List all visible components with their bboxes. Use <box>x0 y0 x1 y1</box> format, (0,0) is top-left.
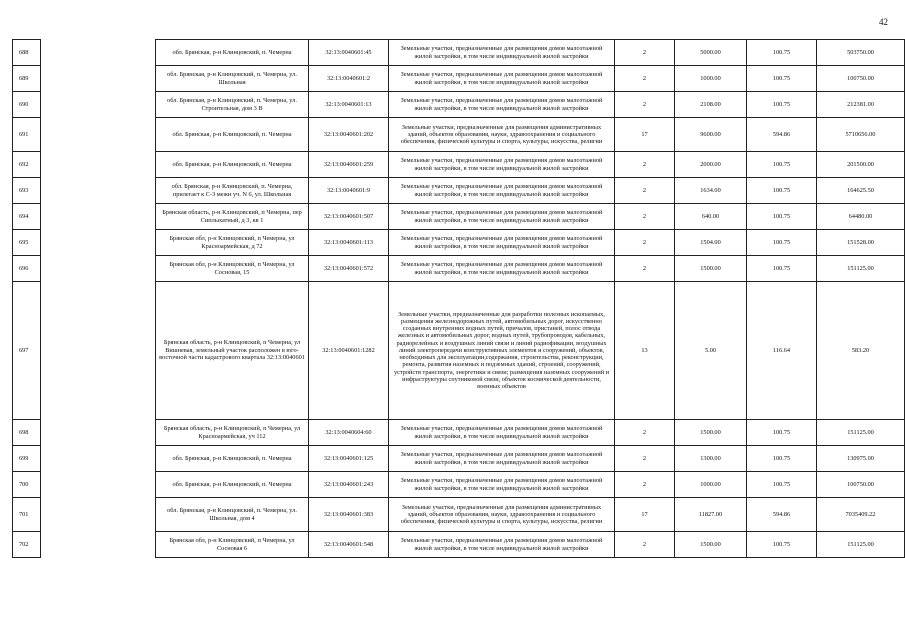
land-use-purpose-cell: Земельные участки, предназначенные для размещения домов малоэтажной жилой застройки, в том числе индивидуальной жилой застройки <box>389 66 615 92</box>
gap-cell <box>41 420 156 446</box>
area-cell: 1500.00 <box>675 256 747 282</box>
cadastral-value-cell: 151125.00 <box>817 420 905 446</box>
table-row <box>13 118 905 152</box>
gap-cell <box>41 92 156 118</box>
address-cell: обл. Брянская, р-н Клинцовский, п. Чемерна, прилегает к С-3 межи уч. N 6, ул. Школьная <box>156 178 309 204</box>
table-row <box>13 152 905 178</box>
gap-cell <box>41 40 156 66</box>
address-cell: обл. Брянская, р-н Клинцовский, п. Чемерна, ул. Школьная, дом 4 <box>156 498 309 532</box>
row-number-cell: 691 <box>13 118 41 152</box>
cadastral-value-cell: 100750.00 <box>817 472 905 498</box>
cadastral-value-cell: 5710656.00 <box>817 118 905 152</box>
address-cell: Брянская область, р-н Клинцовский, п Чемерна, пер Сиплыхатный, д 3, кв 1 <box>156 204 309 230</box>
specific-value-cell: 100.75 <box>747 40 817 66</box>
area-cell: 2108.00 <box>675 92 747 118</box>
table-row <box>13 66 905 92</box>
group-number-cell: 2 <box>615 204 675 230</box>
gap-cell <box>41 472 156 498</box>
row-number-cell: 689 <box>13 66 41 92</box>
specific-value-cell: 100.75 <box>747 230 817 256</box>
area-cell: 11827.00 <box>675 498 747 532</box>
land-use-purpose-cell: Земельные участки, предназначенные для размещения домов малоэтажной жилой застройки, в том числе индивидуальной жилой застройки <box>389 532 615 558</box>
table-row <box>13 472 905 498</box>
cadastral-value-cell: 583.20 <box>817 282 905 420</box>
group-number-cell: 13 <box>615 282 675 420</box>
row-number-cell: 698 <box>13 420 41 446</box>
cadastral-number-cell: 32:13:0040601:2 <box>309 66 389 92</box>
land-use-purpose-cell: Земельные участки, предназначенные для размещения домов малоэтажной жилой застройки, в том числе индивидуальной жилой застройки <box>389 256 615 282</box>
address-cell: обл. Брянская, р-н Клинцовский, п. Чемерна, ул. Школьная <box>156 66 309 92</box>
land-use-purpose-cell: Земельные участки, предназначенные для разработки полезных ископаемых, размещения железнодорожных путей, автомобильных дорог, искусственно созданных внутренних водных путей, причалов, пристаней, полос отвода железных и автомобильных дорог, водных путей, трубопроводов, кабельных, радиорелейных и воздушных линий связи и линий радиофикации, воздушных линий электропередачи конструктивных элементов и сооружений, объектов, необходимых для эксплуатации,содержания, строительства, реконструкции, ремонта, развития наземных и подземных зданий, строений, сооружений, устройств транспорта, энергетики и связи; размещения наземных сооружений и инфраструктуры спутниковой связи, объектов космической деятельности, военных объектов <box>389 282 615 420</box>
table-row <box>13 498 905 532</box>
row-number-cell: 688 <box>13 40 41 66</box>
row-number-cell: 702 <box>13 532 41 558</box>
specific-value-cell: 100.75 <box>747 446 817 472</box>
group-number-cell: 2 <box>615 256 675 282</box>
gap-cell <box>41 230 156 256</box>
table-row <box>13 230 905 256</box>
area-cell: 5000.00 <box>675 40 747 66</box>
cadastral-number-cell: 32:13:0040601:243 <box>309 472 389 498</box>
area-cell: 5.00 <box>675 282 747 420</box>
cadastral-value-cell: 164625.50 <box>817 178 905 204</box>
cadastral-value-cell: 151125.00 <box>817 256 905 282</box>
group-number-cell: 2 <box>615 472 675 498</box>
specific-value-cell: 100.75 <box>747 472 817 498</box>
cadastral-number-cell: 32:13:0040601:9 <box>309 178 389 204</box>
table-body <box>13 40 905 558</box>
address-cell: обл. Брянская, р-н Клинцовский, п. Чемерна <box>156 118 309 152</box>
row-number-cell: 696 <box>13 256 41 282</box>
area-cell: 1634.00 <box>675 178 747 204</box>
row-number-cell: 699 <box>13 446 41 472</box>
cadastral-number-cell: 32:13:0040601:113 <box>309 230 389 256</box>
cadastral-number-cell: 32:13:0040601:1282 <box>309 282 389 420</box>
cadastral-number-cell: 32:13:0040601:13 <box>309 92 389 118</box>
gap-cell <box>41 152 156 178</box>
cadastral-number-cell: 32:13:0040601:383 <box>309 498 389 532</box>
gap-cell <box>41 178 156 204</box>
address-cell: Брянская область, р-н Клинцовский, п Чемерна, ул Красноармейская, уч 112 <box>156 420 309 446</box>
group-number-cell: 2 <box>615 92 675 118</box>
table-row <box>13 256 905 282</box>
area-cell: 1300.00 <box>675 446 747 472</box>
address-cell: обл. Брянская, р-н Клинцовский, п. Чемерна <box>156 40 309 66</box>
cadastral-value-cell: 64480.00 <box>817 204 905 230</box>
land-use-purpose-cell: Земельные участки, предназначенные для размещения домов малоэтажной жилой застройки, в том числе индивидуальной жилой застройки <box>389 420 615 446</box>
group-number-cell: 2 <box>615 420 675 446</box>
page-number: 42 <box>879 17 888 27</box>
cadastral-value-cell: 151125.00 <box>817 532 905 558</box>
cadastral-value-cell: 100750.00 <box>817 66 905 92</box>
area-cell: 1504.00 <box>675 230 747 256</box>
table-row <box>13 204 905 230</box>
address-cell: обл. Брянская, р-н Клинцовский, п. Чемерна <box>156 152 309 178</box>
gap-cell <box>41 282 156 420</box>
cadastral-number-cell: 32:13:0040601:202 <box>309 118 389 152</box>
area-cell: 640.00 <box>675 204 747 230</box>
specific-value-cell: 100.75 <box>747 256 817 282</box>
area-cell: 1500.00 <box>675 420 747 446</box>
group-number-cell: 2 <box>615 40 675 66</box>
specific-value-cell: 594.86 <box>747 118 817 152</box>
cadastral-value-cell: 7035409.22 <box>817 498 905 532</box>
address-cell: Брянская обл, р-н Клинцовский, п Чемерна, ул Красноармейская, д 72 <box>156 230 309 256</box>
cadastral-value-table <box>12 39 905 558</box>
row-number-cell: 692 <box>13 152 41 178</box>
specific-value-cell: 100.75 <box>747 532 817 558</box>
land-use-purpose-cell: Земельные участки, предназначенные для размещения домов малоэтажной жилой застройки, в том числе индивидуальной жилой застройки <box>389 152 615 178</box>
gap-cell <box>41 204 156 230</box>
area-cell: 2000.00 <box>675 152 747 178</box>
row-number-cell: 695 <box>13 230 41 256</box>
land-use-purpose-cell: Земельные участки, предназначенные для размещения домов малоэтажной жилой застройки, в том числе индивидуальной жилой застройки <box>389 446 615 472</box>
cadastral-value-cell: 503750.00 <box>817 40 905 66</box>
area-cell: 9600.00 <box>675 118 747 152</box>
cadastral-value-cell: 201500.00 <box>817 152 905 178</box>
land-use-purpose-cell: Земельные участки, предназначенные для размещения административных зданий, объектов образования, науки, здравоохранения и социального обеспечения, физической культуры и спорта, культуры, искусства, религии <box>389 498 615 532</box>
table-row <box>13 178 905 204</box>
gap-cell <box>41 498 156 532</box>
address-cell: Брянская обл, р-н Клинцовский, п Чемерна, ул Сосновая 6 <box>156 532 309 558</box>
specific-value-cell: 100.75 <box>747 152 817 178</box>
cadastral-value-cell: 130975.00 <box>817 446 905 472</box>
area-cell: 1000.00 <box>675 66 747 92</box>
gap-cell <box>41 118 156 152</box>
land-use-purpose-cell: Земельные участки, предназначенные для размещения домов малоэтажной жилой застройки, в том числе индивидуальной жилой застройки <box>389 204 615 230</box>
cadastral-number-cell: 32:13:0040601:507 <box>309 204 389 230</box>
cadastral-value-cell: 151528.00 <box>817 230 905 256</box>
gap-cell <box>41 446 156 472</box>
cadastral-number-cell: 32:13:0040601:572 <box>309 256 389 282</box>
cadastral-number-cell: 32:13:0040604:60 <box>309 420 389 446</box>
row-number-cell: 690 <box>13 92 41 118</box>
cadastral-number-cell: 32:13:0040601:548 <box>309 532 389 558</box>
cadastral-value-cell: 212381.00 <box>817 92 905 118</box>
group-number-cell: 17 <box>615 118 675 152</box>
specific-value-cell: 100.75 <box>747 92 817 118</box>
group-number-cell: 2 <box>615 446 675 472</box>
group-number-cell: 2 <box>615 66 675 92</box>
specific-value-cell: 116.64 <box>747 282 817 420</box>
specific-value-cell: 100.75 <box>747 420 817 446</box>
row-number-cell: 693 <box>13 178 41 204</box>
row-number-cell: 694 <box>13 204 41 230</box>
table-row <box>13 40 905 66</box>
land-use-purpose-cell: Земельные участки, предназначенные для размещения домов малоэтажной жилой застройки, в том числе индивидуальной жилой застройки <box>389 178 615 204</box>
gap-cell <box>41 66 156 92</box>
table-row <box>13 282 905 420</box>
group-number-cell: 2 <box>615 532 675 558</box>
land-use-purpose-cell: Земельные участки, предназначенные для размещения домов малоэтажной жилой застройки, в том числе индивидуальной жилой застройки <box>389 472 615 498</box>
group-number-cell: 2 <box>615 152 675 178</box>
land-use-purpose-cell: Земельные участки, предназначенные для размещения административных зданий, объектов образования, науки, здравоохранения и социального обеспечения, физической культуры и спорта, культуры, искусства, религии <box>389 118 615 152</box>
group-number-cell: 2 <box>615 178 675 204</box>
row-number-cell: 697 <box>13 282 41 420</box>
cadastral-number-cell: 32:13:0040601:259 <box>309 152 389 178</box>
table-row <box>13 446 905 472</box>
gap-cell <box>41 256 156 282</box>
address-cell: Брянская область, р-н Клинцовский, п Чемерна, ул Вишневая, земельный участок расположен в юго-восточной части кадастрового квартала 32:13:0040601 <box>156 282 309 420</box>
cadastral-number-cell: 32:13:0040601:45 <box>309 40 389 66</box>
row-number-cell: 701 <box>13 498 41 532</box>
row-number-cell: 700 <box>13 472 41 498</box>
specific-value-cell: 594.86 <box>747 498 817 532</box>
table-row <box>13 92 905 118</box>
address-cell: Брянская обл, р-н Клинцовский, п Чемерна, ул Сосновая, 15 <box>156 256 309 282</box>
gap-cell <box>41 532 156 558</box>
group-number-cell: 17 <box>615 498 675 532</box>
group-number-cell: 2 <box>615 230 675 256</box>
area-cell: 1500.00 <box>675 532 747 558</box>
specific-value-cell: 100.75 <box>747 204 817 230</box>
cadastral-number-cell: 32:13:0040601:125 <box>309 446 389 472</box>
table-row <box>13 420 905 446</box>
land-use-purpose-cell: Земельные участки, предназначенные для размещения домов малоэтажной жилой застройки, в том числе индивидуальной жилой застройки <box>389 92 615 118</box>
address-cell: обл. Брянская, р-н Клинцовский, п. Чемерна, ул. Строительная, дом 3 В <box>156 92 309 118</box>
table-row <box>13 532 905 558</box>
area-cell: 1000.00 <box>675 472 747 498</box>
specific-value-cell: 100.75 <box>747 178 817 204</box>
address-cell: обл. Брянская, р-н Клинцовский, п. Чемерна <box>156 446 309 472</box>
specific-value-cell: 100.75 <box>747 66 817 92</box>
land-use-purpose-cell: Земельные участки, предназначенные для размещения домов малоэтажной жилой застройки, в том числе индивидуальной жилой застройки <box>389 230 615 256</box>
address-cell: обл. Брянская, р-н Клинцовский, п. Чемерна <box>156 472 309 498</box>
land-use-purpose-cell: Земельные участки, предназначенные для размещения домов малоэтажной жилой застройки, в том числе индивидуальной жилой застройки <box>389 40 615 66</box>
